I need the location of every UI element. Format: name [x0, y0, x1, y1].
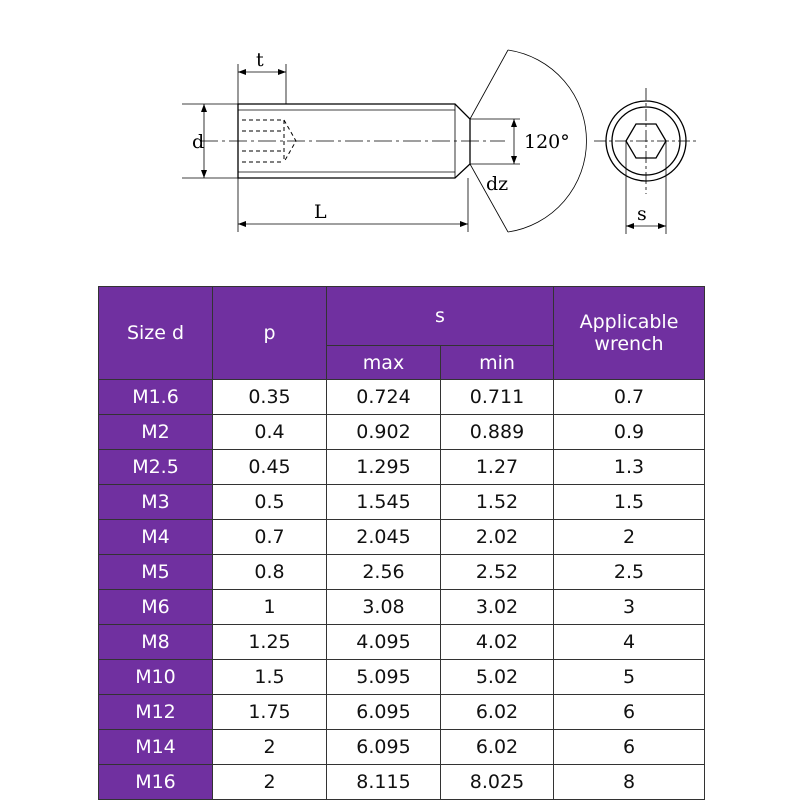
cell-s-max: 3.08 [327, 590, 441, 625]
cell-size: M14 [99, 730, 213, 765]
cell-size: M2 [99, 415, 213, 450]
cell-wrench: 1.5 [554, 485, 705, 520]
cell-s-min: 0.889 [441, 415, 554, 450]
cell-s-max: 2.56 [327, 555, 441, 590]
cell-s-max: 2.045 [327, 520, 441, 555]
label-L: L [314, 201, 327, 223]
cell-wrench: 1.3 [554, 450, 705, 485]
header-size: Size d [99, 287, 213, 380]
cell-s-max: 8.115 [327, 765, 441, 800]
table-row [99, 520, 705, 555]
header-s-max: max [327, 346, 441, 380]
cell-p: 1.5 [213, 660, 327, 695]
cell-s-max: 5.095 [327, 660, 441, 695]
cell-wrench: 5 [554, 660, 705, 695]
cell-size: M12 [99, 695, 213, 730]
cell-wrench: 0.9 [554, 415, 705, 450]
cell-s-min: 2.52 [441, 555, 554, 590]
cell-size: M5 [99, 555, 213, 590]
cell-wrench: 4 [554, 625, 705, 660]
header-s: s [327, 287, 554, 346]
cell-p: 1 [213, 590, 327, 625]
cell-s-min: 5.02 [441, 660, 554, 695]
cell-wrench: 2 [554, 520, 705, 555]
set-screw-drawing [0, 0, 800, 285]
table-row [99, 730, 705, 765]
cell-s-min: 4.02 [441, 625, 554, 660]
table-row [99, 485, 705, 520]
cell-s-min: 6.02 [441, 730, 554, 765]
cell-size: M2.5 [99, 450, 213, 485]
table-body [99, 380, 705, 800]
cell-p: 0.5 [213, 485, 327, 520]
table-row [99, 765, 705, 800]
cell-p: 0.45 [213, 450, 327, 485]
cell-size: M6 [99, 590, 213, 625]
cell-p: 1.25 [213, 625, 327, 660]
cell-s-max: 6.095 [327, 695, 441, 730]
cell-s-max: 1.545 [327, 485, 441, 520]
cell-wrench: 2.5 [554, 555, 705, 590]
cell-size: M1.6 [99, 380, 213, 415]
cell-s-min: 6.02 [441, 695, 554, 730]
label-d: d [192, 131, 205, 153]
cell-size: M3 [99, 485, 213, 520]
table-row [99, 590, 705, 625]
cell-wrench: 6 [554, 695, 705, 730]
cell-s-max: 1.295 [327, 450, 441, 485]
spec-table [98, 286, 705, 800]
cell-wrench: 0.7 [554, 380, 705, 415]
cell-p: 0.35 [213, 380, 327, 415]
table-row [99, 695, 705, 730]
cell-size: M10 [99, 660, 213, 695]
table-row [99, 380, 705, 415]
cell-s-min: 2.02 [441, 520, 554, 555]
cell-s-min: 1.52 [441, 485, 554, 520]
cell-p: 0.7 [213, 520, 327, 555]
cell-p: 2 [213, 765, 327, 800]
table-row [99, 660, 705, 695]
table-row [99, 625, 705, 660]
cell-wrench: 6 [554, 730, 705, 765]
cell-size: M4 [99, 520, 213, 555]
cell-s-min: 3.02 [441, 590, 554, 625]
cell-p: 0.4 [213, 415, 327, 450]
label-t: t [256, 49, 264, 71]
cell-s-min: 0.711 [441, 380, 554, 415]
cell-p: 1.75 [213, 695, 327, 730]
cell-s-min: 8.025 [441, 765, 554, 800]
label-angle: 120° [524, 131, 570, 153]
cell-wrench: 3 [554, 590, 705, 625]
cell-p: 2 [213, 730, 327, 765]
cell-s-min: 1.27 [441, 450, 554, 485]
table-row [99, 450, 705, 485]
cell-s-max: 0.902 [327, 415, 441, 450]
label-dz: dz [486, 173, 509, 195]
header-s-min: min [441, 346, 554, 380]
cell-size: M16 [99, 765, 213, 800]
label-s: s [637, 203, 647, 225]
cell-s-max: 0.724 [327, 380, 441, 415]
cell-wrench: 8 [554, 765, 705, 800]
cell-s-max: 6.095 [327, 730, 441, 765]
cell-p: 0.8 [213, 555, 327, 590]
header-p: p [213, 287, 327, 380]
cell-s-max: 4.095 [327, 625, 441, 660]
header-wrench: Applicable wrench [554, 287, 705, 380]
table-row [99, 555, 705, 590]
table-row [99, 415, 705, 450]
cell-size: M8 [99, 625, 213, 660]
